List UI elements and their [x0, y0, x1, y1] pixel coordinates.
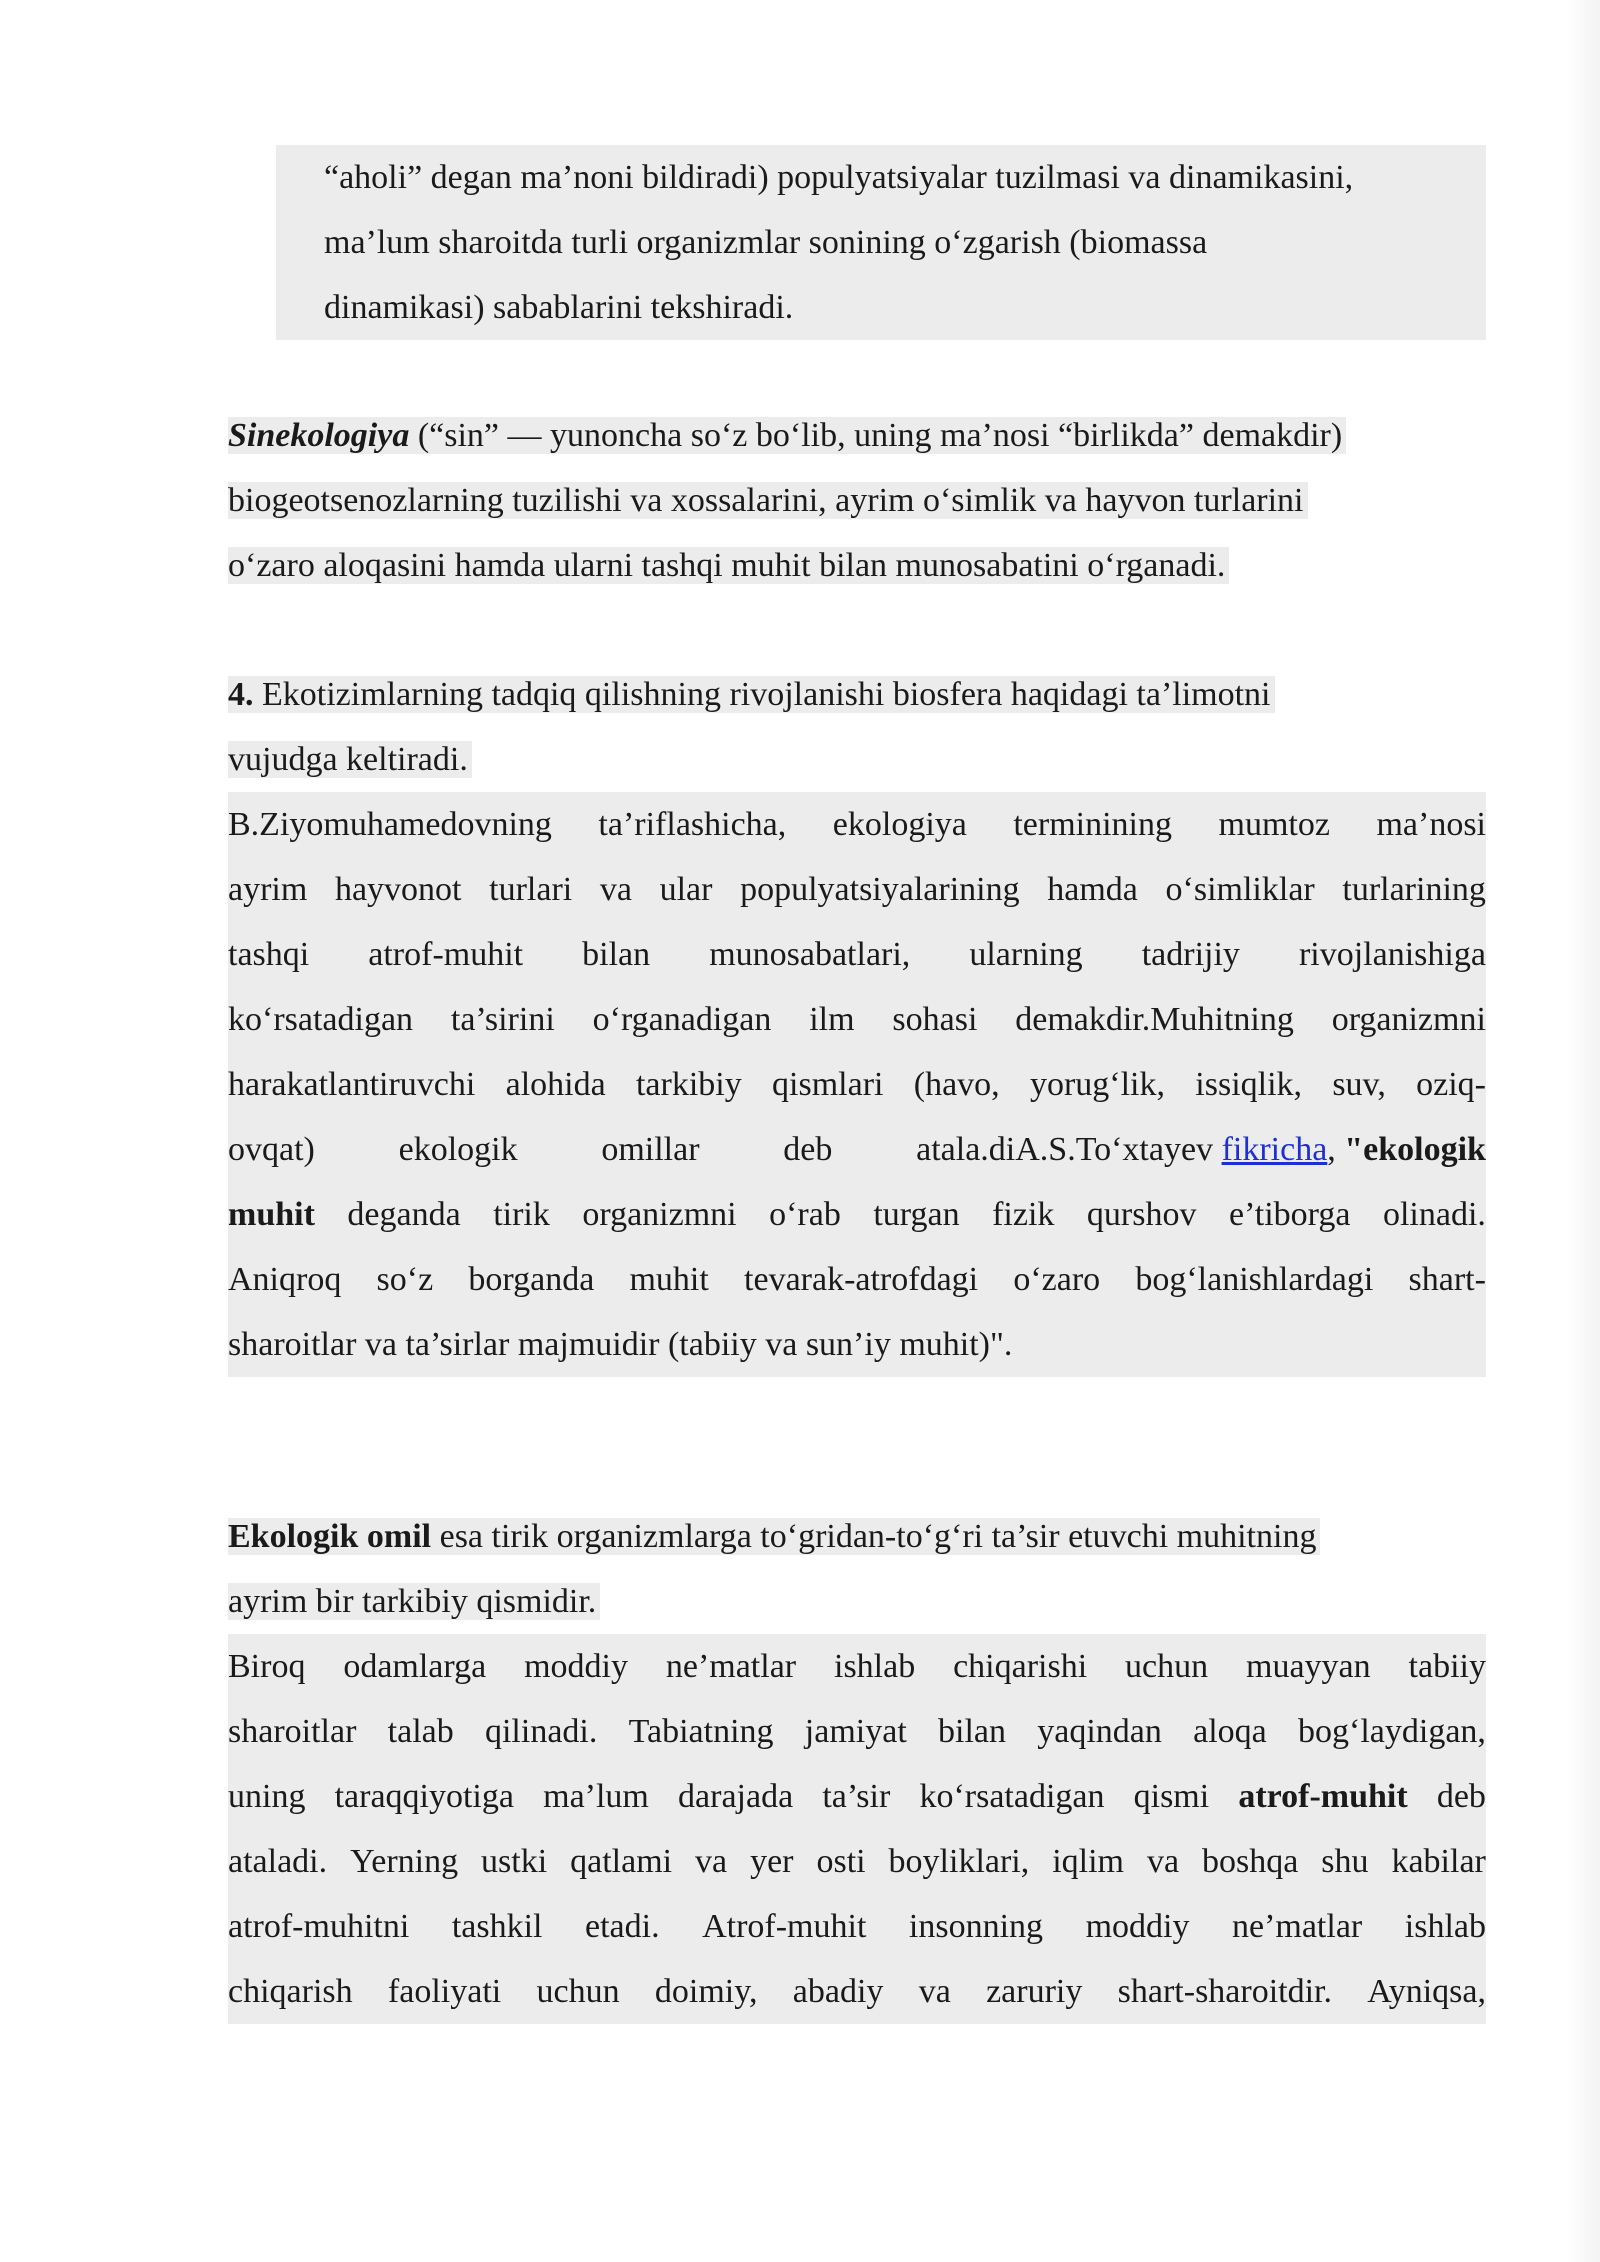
word: o‘zaro — [1013, 1247, 1100, 1312]
word: uning — [228, 1764, 305, 1829]
word: odamlarga — [343, 1634, 486, 1699]
text-line — [228, 1247, 1486, 1312]
word: harakatlantiruvchi — [228, 1052, 475, 1117]
word: ta’sirini — [451, 987, 555, 1052]
word: deb — [1437, 1764, 1486, 1829]
word: iqlim — [1052, 1829, 1124, 1894]
fikricha-link[interactable]: fikricha — [1221, 1131, 1328, 1168]
word: qismlari — [772, 1052, 883, 1117]
word: turlari — [489, 857, 572, 922]
text-line — [228, 792, 1486, 857]
word: ular — [660, 857, 713, 922]
word: bilan — [582, 922, 650, 987]
word: chiqarish — [228, 1959, 353, 2024]
word: turgan — [873, 1182, 959, 1247]
word: ustki — [481, 1829, 547, 1894]
word: deb — [783, 1117, 832, 1182]
word: turlarining — [1342, 857, 1486, 922]
word: B.Ziyomuhamedovning — [228, 792, 552, 857]
word: rivojlanishiga — [1299, 922, 1486, 987]
word: atrof-muhitni — [228, 1894, 409, 1959]
term-ekologik-omil: Ekologik omil — [228, 1518, 432, 1555]
text-line — [228, 987, 1486, 1052]
text-span: biogeotsenozlarning tuzilishi va xossalarini, ayrim o‘simlik va hayvon turlarini — [228, 482, 1308, 519]
word: yer — [750, 1829, 793, 1894]
word: alohida — [506, 1052, 606, 1117]
word: talab — [388, 1699, 454, 1764]
word: tashqi — [228, 922, 309, 987]
word: ishlab — [1405, 1894, 1486, 1959]
bold-term: "ekologik — [1344, 1131, 1486, 1168]
page-edge-shadow — [1566, 0, 1600, 2262]
word: uchun — [537, 1959, 620, 2024]
word: etadi. — [585, 1894, 660, 1959]
word: Tabiatning — [629, 1699, 774, 1764]
word: chiqarishi — [953, 1634, 1087, 1699]
word: bog‘laydigan, — [1298, 1699, 1486, 1764]
word: mumtoz — [1219, 792, 1330, 857]
word: borganda — [468, 1247, 594, 1312]
word: o‘simliklar — [1166, 857, 1315, 922]
word: va — [695, 1829, 727, 1894]
word: suv, — [1332, 1052, 1386, 1117]
word: populyatsiyalarining — [740, 857, 1020, 922]
text-line: “aholi” degan ma’noni bildiradi) populyatsiyalar tuzilmasi va dinamikasini, — [324, 159, 1354, 196]
word: hayvonot — [335, 857, 462, 922]
text-line — [228, 1699, 1486, 1764]
word: qurshov — [1087, 1182, 1197, 1247]
text-line — [228, 1894, 1486, 1959]
word: tashkil — [452, 1894, 543, 1959]
justified-text — [228, 1634, 1486, 1764]
word: muayyan — [1246, 1634, 1371, 1699]
word: demakdir.Muhitning — [1015, 987, 1294, 1052]
text-line: ma’lum sharoitda turli organizmlar sonining o‘zgarish (biomassa — [324, 224, 1208, 261]
word: ne’matlar — [666, 1634, 796, 1699]
word: boshqa — [1202, 1829, 1298, 1894]
word: ta’sir — [822, 1764, 890, 1829]
word: ne’matlar — [1232, 1894, 1362, 1959]
text-line — [228, 1052, 1486, 1117]
text-line: dinamikasi) sabablarini tekshiradi. — [324, 289, 794, 326]
text-span: Ekotizimlarning tadqiq qilishning rivojlanishi biosfera haqidagi ta’limotni — [253, 676, 1271, 713]
justified-text — [228, 792, 1486, 1117]
word: so‘z — [377, 1247, 434, 1312]
text-line — [228, 533, 1346, 598]
word: deganda — [347, 1182, 460, 1247]
word: organizmni — [582, 1182, 736, 1247]
justified-text — [228, 1829, 1486, 2024]
word: shart- — [1409, 1247, 1486, 1312]
word: Biroq — [228, 1634, 305, 1699]
text-line-with-link — [228, 1117, 1486, 1182]
text-line — [228, 857, 1486, 922]
text-span: esa tirik organizmlarga to‘gridan-to‘g‘ri ta’sir etuvchi muhitning — [431, 1518, 1317, 1555]
word: tadrijiy — [1142, 922, 1240, 987]
word: terminining — [1013, 792, 1172, 857]
paragraph-ecological-factor — [228, 1504, 1486, 2024]
word: bog‘lanishlardagi — [1135, 1247, 1373, 1312]
word: ataladi. — [228, 1829, 327, 1894]
word: qatlami — [570, 1829, 672, 1894]
word: insonning — [909, 1894, 1043, 1959]
word: zaruriy — [986, 1959, 1082, 2024]
word: ko‘rsatadigan — [228, 987, 413, 1052]
text-line — [228, 922, 1486, 987]
paragraph-synecology — [228, 403, 1346, 598]
text-span: o‘zaro aloqasini hamda ularni tashqi muhit bilan munosabatini o‘rganadi. — [228, 547, 1229, 584]
word: atrof-muhit — [368, 922, 523, 987]
word: sharoitlar — [228, 1699, 356, 1764]
text-line — [228, 403, 1346, 468]
word: ta’riflashicha, — [598, 792, 786, 857]
word: o‘rab — [769, 1182, 841, 1247]
word: sohasi — [892, 987, 977, 1052]
word: atala.diA.S.To‘xtayev fikricha, "ekologik — [916, 1117, 1486, 1182]
word: moddiy — [1086, 1894, 1190, 1959]
text-line — [228, 468, 1346, 533]
paragraph-ecosystems — [228, 662, 1486, 1377]
word: muhit — [228, 1182, 315, 1247]
word: oziq- — [1416, 1052, 1486, 1117]
word: Yerning — [350, 1829, 458, 1894]
text-line — [228, 1634, 1486, 1699]
word: bilan — [938, 1699, 1006, 1764]
text-line: sharoitlar va ta’sirlar majmuidir (tabiiy va sun’iy muhit)". — [228, 1312, 1486, 1377]
word: hamda — [1047, 857, 1138, 922]
word: fizik — [992, 1182, 1054, 1247]
word: e’tiborga — [1229, 1182, 1351, 1247]
word: yaqindan — [1037, 1699, 1162, 1764]
word: issiqlik, — [1195, 1052, 1302, 1117]
text-line — [228, 662, 1486, 727]
word: ekologiya — [833, 792, 967, 857]
word: tabiiy — [1409, 1634, 1486, 1699]
word: ularning — [969, 922, 1082, 987]
word: qilinadi. — [485, 1699, 597, 1764]
text-line — [228, 1959, 1486, 2024]
word: ovqat) — [228, 1117, 315, 1182]
word: shart-sharoitdir. — [1118, 1959, 1332, 2024]
word: ma’nosi — [1376, 792, 1486, 857]
word: olinadi. — [1383, 1182, 1486, 1247]
word: ilm — [809, 987, 854, 1052]
word: jamiyat — [805, 1699, 907, 1764]
word: moddiy — [524, 1634, 628, 1699]
word: doimiy, — [655, 1959, 758, 2024]
word: organizmni — [1332, 987, 1486, 1052]
word: qismi — [1134, 1764, 1210, 1829]
word: munosabatlari, — [709, 922, 910, 987]
word: (havo, — [914, 1052, 1000, 1117]
word: o‘rganadigan — [593, 987, 772, 1052]
word: taraqqiyotiga — [335, 1764, 514, 1829]
word: ma’lum — [543, 1764, 649, 1829]
word: tirik — [493, 1182, 550, 1247]
text-line — [228, 1569, 1486, 1634]
word: tevarak-atrofdagi — [744, 1247, 978, 1312]
text-line — [228, 1829, 1486, 1894]
word: aloqa — [1193, 1699, 1267, 1764]
word: atrof-muhit — [1238, 1764, 1407, 1829]
word: boyliklari, — [889, 1829, 1030, 1894]
word: darajada — [678, 1764, 793, 1829]
word: ko‘rsatadigan — [919, 1764, 1104, 1829]
word: kabilar — [1391, 1829, 1485, 1894]
text-line — [228, 727, 1486, 792]
text-line — [228, 1504, 1486, 1569]
text-line-atrof-muhit — [228, 1764, 1486, 1829]
word: ayrim — [228, 857, 307, 922]
word: shu — [1321, 1829, 1368, 1894]
word: osti — [816, 1829, 865, 1894]
word: muhit — [629, 1247, 708, 1312]
word: omillar — [601, 1117, 699, 1182]
text-span: vujudga keltiradi. — [228, 741, 472, 778]
word: va — [919, 1959, 951, 2024]
text-line — [228, 1182, 1486, 1247]
paragraph-population-ecology — [276, 145, 1486, 340]
word: va — [1147, 1829, 1179, 1894]
text-span: (“sin” — yunoncha so‘z bo‘lib, uning ma’nosi “birlikda” demakdir) — [409, 417, 1343, 454]
section-number: 4. — [228, 676, 254, 713]
word: faoliyati — [388, 1959, 501, 2024]
word: uchun — [1125, 1634, 1208, 1699]
word: yorug‘lik, — [1030, 1052, 1165, 1117]
word: Aniqroq — [228, 1247, 341, 1312]
word: va — [600, 857, 632, 922]
word: tarkibiy — [636, 1052, 742, 1117]
term-sinekologiya: Sinekologiya — [228, 417, 410, 454]
text-span: ayrim bir tarkibiy qismidir. — [228, 1583, 600, 1620]
word: Ayniqsa, — [1367, 1959, 1486, 2024]
word: Atrof-muhit — [702, 1894, 866, 1959]
word: abadiy — [793, 1959, 884, 2024]
word: ishlab — [834, 1634, 915, 1699]
word: ekologik — [399, 1117, 518, 1182]
